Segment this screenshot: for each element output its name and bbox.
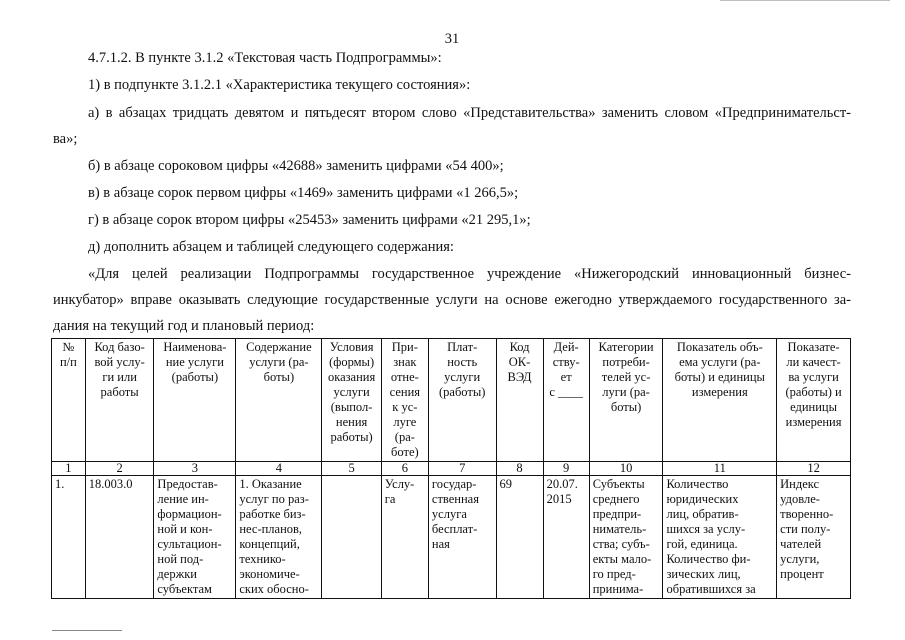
header-cell: Содержание услуги (ра- боты) [236,339,322,462]
header-cell: Категории потреби- телей ус- луги (ра- боты) [589,339,663,462]
table-cell: Услу- га [381,476,428,599]
paragraph-intro-line1: «Для целей реализации Подпрограммы государственное учреждение «Нижегородский инновационный бизнес- [88,266,851,282]
paragraph-item-a: а) в абзацах тридцать девятом и пятьдесят втором слово «Представительства» заменить словом «Предпринимательст- [88,105,851,121]
table-cell: Предостав- ление ин- формацион- ной и кон- сультацион- ной под- держки субъектам [154,476,236,599]
paragraph-item-d: д) дополнить абзацем и таблицей следующего содержания: [88,239,454,255]
header-cell: Условия (формы) оказания услуги (выпол- нения работы) [322,339,381,462]
table-cell: 18.003.0 [85,476,154,599]
paragraph-item-a-cont: ва»; [53,131,78,147]
table-header-row [52,339,851,462]
column-number: 11 [663,462,777,476]
table-row [52,476,851,599]
column-number: 1 [52,462,86,476]
table-cell: Количество юридических лиц, обратив- шихся за услу- гой, единица. Количество фи- зических лиц, обратившихся за [663,476,777,599]
table-cell: Индекс удовле- творенно- сти полу- чателей услуги, процент [777,476,851,599]
table-cell: 1. [52,476,86,599]
paragraph-item-v: в) в абзаце сорок первом цифры «1469» заменить цифрами «1 266,5»; [88,185,519,201]
table-cell [322,476,381,599]
header-cell: Показате- ли качест- ва услуги (работы) и единицы измерения [777,339,851,462]
page-number: 31 [444,31,460,47]
paragraph-intro-line2: инкубатор» вправе оказывать следующие государственные услуги на основе ежегодно утверждаемого государственного за- [53,292,851,308]
header-cell: № п/п [52,339,86,462]
column-number: 10 [589,462,663,476]
paragraph-section-heading: 4.7.1.2. В пункте 3.1.2 «Текстовая часть Подпрограммы»: [88,50,442,66]
services-table [51,338,851,599]
table-cell: государ- ственная услуга бесплат- ная [428,476,496,599]
column-number: 2 [85,462,154,476]
header-cell: Код базо- вой услу- ги или работы [85,339,154,462]
column-number: 9 [543,462,589,476]
column-number: 8 [496,462,543,476]
table-cell: 69 [496,476,543,599]
header-cell: При- знак отне- сения к ус- луге (ра- боте) [381,339,428,462]
top-rule [720,0,890,1]
header-cell: Дей- ству- ет с ____ [543,339,589,462]
paragraph-subitem-1: 1) в подпункте 3.1.2.1 «Характеристика текущего состояния»: [88,77,471,93]
header-cell: Плат- ность услуги (работы) [428,339,496,462]
table-cell: Субъекты среднего предпри- ниматель- ства; субъ- екты мало- го пред- принима- [589,476,663,599]
paragraph-intro-line3: дания на текущий год и плановый период: [53,318,315,334]
table-cell: 20.07. 2015 [543,476,589,599]
bottom-rule [52,630,122,631]
column-number: 7 [428,462,496,476]
header-cell: Наименова- ние услуги (работы) [154,339,236,462]
table-cell: 1. Оказание услуг по раз- работке биз- нес-планов, концепций, технико- экономиче- ских обосно- [236,476,322,599]
column-number-row [52,462,851,476]
paragraph-item-b: б) в абзаце сороковом цифры «42688» заменить цифрами «54 400»; [88,158,504,174]
column-number: 6 [381,462,428,476]
column-number: 5 [322,462,381,476]
column-number: 4 [236,462,322,476]
column-number: 12 [777,462,851,476]
header-cell: Код ОК- ВЭД [496,339,543,462]
header-cell: Показатель объ- ема услуги (ра- боты) и единицы измерения [663,339,777,462]
column-number: 3 [154,462,236,476]
paragraph-item-g: г) в абзаце сорок втором цифры «25453» заменить цифрами «21 295,1»; [88,212,531,228]
